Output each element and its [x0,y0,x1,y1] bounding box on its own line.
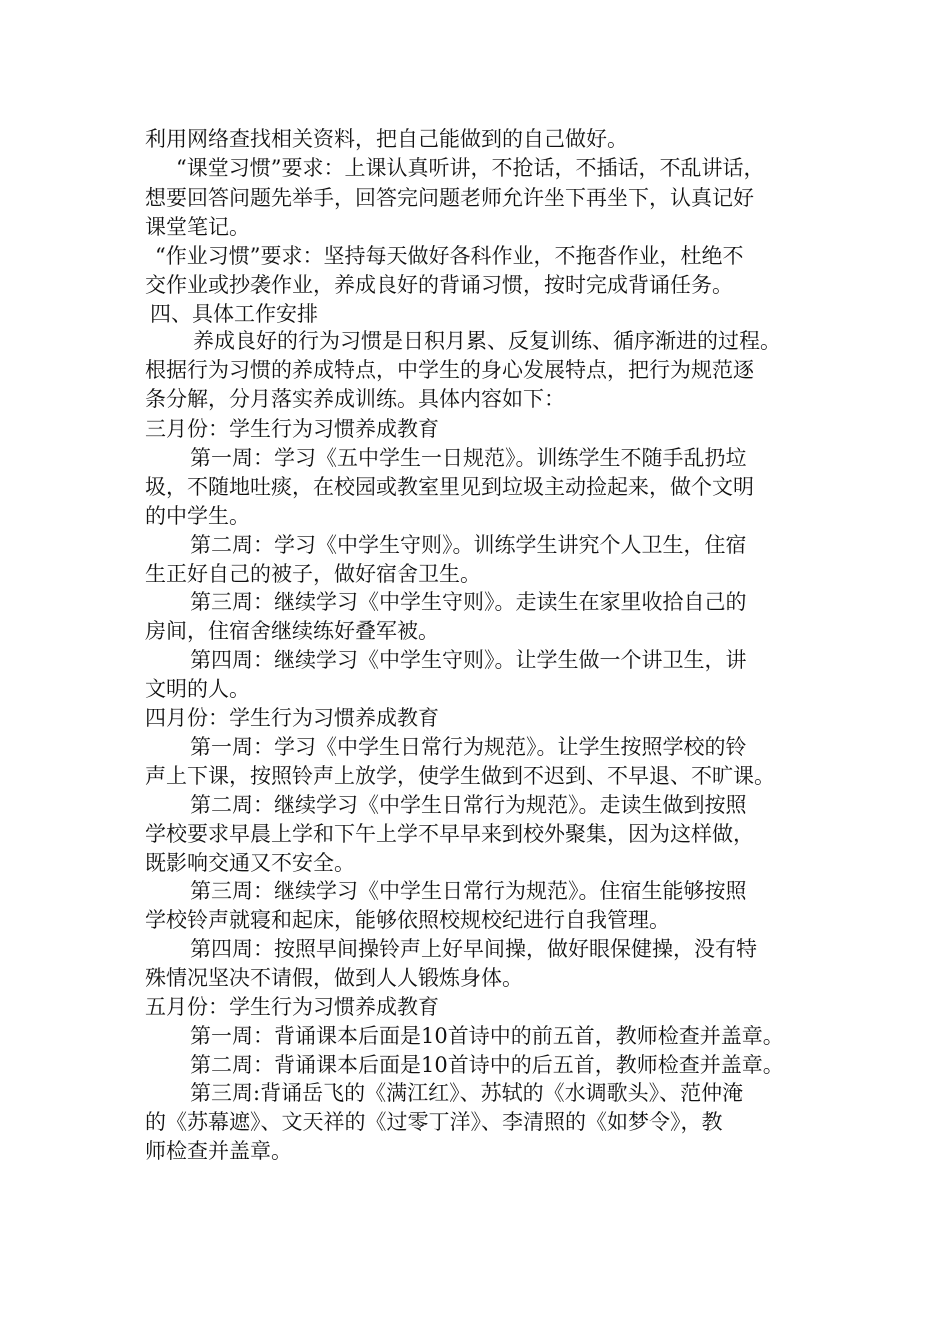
text-line: 养成良好的行为习惯是日积月累、反复训练、循序渐进的过程。 [193,329,781,353]
text-line: 根据行为习惯的养成特点，中学生的身心发展特点，把行为规范逐 [145,358,754,382]
text-line: 想要回答问题先举手，回答完问题老师允许坐下再坐下，认真记好 [145,186,754,210]
text-line: 生正好自己的被子，做好宿舍卫生。 [145,562,481,586]
text-line: 第三周：继续学习《中学生守则》。走读生在家里收拾自己的 [190,590,747,614]
text-line: 第四周：按照早间操铃声上好早间操，做好眼保健操，没有特 [190,937,757,961]
text-line: 学校铃声就寝和起床，能够依照校规校纪进行自我管理。 [145,908,670,932]
text-line: 学校要求早晨上学和下午上学不早早来到校外聚集，因为这样做， [145,822,754,846]
text-line: 既影响交通又不安全。 [145,851,355,875]
text-line: 殊情况坚决不请假，做到人人锻炼身体。 [145,966,523,990]
month-heading: 四月份：学生行为习惯养成教育 [145,706,439,730]
text-line: “作业习惯”要求：坚持每天做好各科作业，不拖沓作业，杜绝不 [155,244,744,268]
text-line: 第一周：学习《五中学生一日规范》。训练学生不随手乱扔垃 [190,446,747,470]
month-heading: 五月份：学生行为习惯养成教育 [145,995,439,1019]
section-heading: 四、具体工作安排 [150,302,318,326]
month-heading: 三月份：学生行为习惯养成教育 [145,417,439,441]
text-line: 第二周：背诵课本后面是10首诗中的后五首，教师检查并盖章。 [190,1053,784,1077]
text-line: 第三周：继续学习《中学生日常行为规范》。住宿生能够按照 [190,879,747,903]
text-line: 房间，住宿舍继续练好叠军被。 [145,619,439,643]
text-line: “课堂习惯”要求：上课认真听讲，不抢话，不插话，不乱讲话， [176,156,765,180]
text-line: 文明的人。 [145,677,250,701]
text-line: 的《苏幕遮》、文天祥的《过零丁洋》、李清照的《如梦令》，教 [145,1110,723,1134]
text-line: 利用网络查找相关资料，把自己能做到的自己做好。 [145,127,628,151]
text-line: 的中学生。 [145,504,250,528]
text-line: 师检查并盖章。 [145,1139,292,1163]
text-line: 第四周：继续学习《中学生守则》。让学生做一个讲卫生，讲 [190,648,747,672]
text-line: 第二周：继续学习《中学生日常行为规范》。走读生做到按照 [190,793,747,817]
text-line: 课堂笔记。 [145,215,250,239]
text-line: 第一周：学习《中学生日常行为规范》。让学生按照学校的铃 [190,735,747,759]
text-line: 第三周:背诵岳飞的《满江红》、苏轼的《水调歌头》、范仲淹 [190,1081,744,1105]
text-line: 交作业或抄袭作业，养成良好的背诵习惯，按时完成背诵任务。 [145,273,733,297]
text-line: 第一周：背诵课本后面是10首诗中的前五首，教师检查并盖章。 [190,1024,784,1048]
text-line: 条分解，分月落实养成训练。具体内容如下： [145,387,565,411]
text-line: 圾，不随地吐痰，在校园或教室里见到垃圾主动捡起来，做个文明 [145,475,754,499]
text-line: 声上下课，按照铃声上放学，使学生做到不迟到、不早退、不旷课。 [145,764,775,788]
text-line: 第二周：学习《中学生守则》。训练学生讲究个人卫生，住宿 [190,533,747,557]
